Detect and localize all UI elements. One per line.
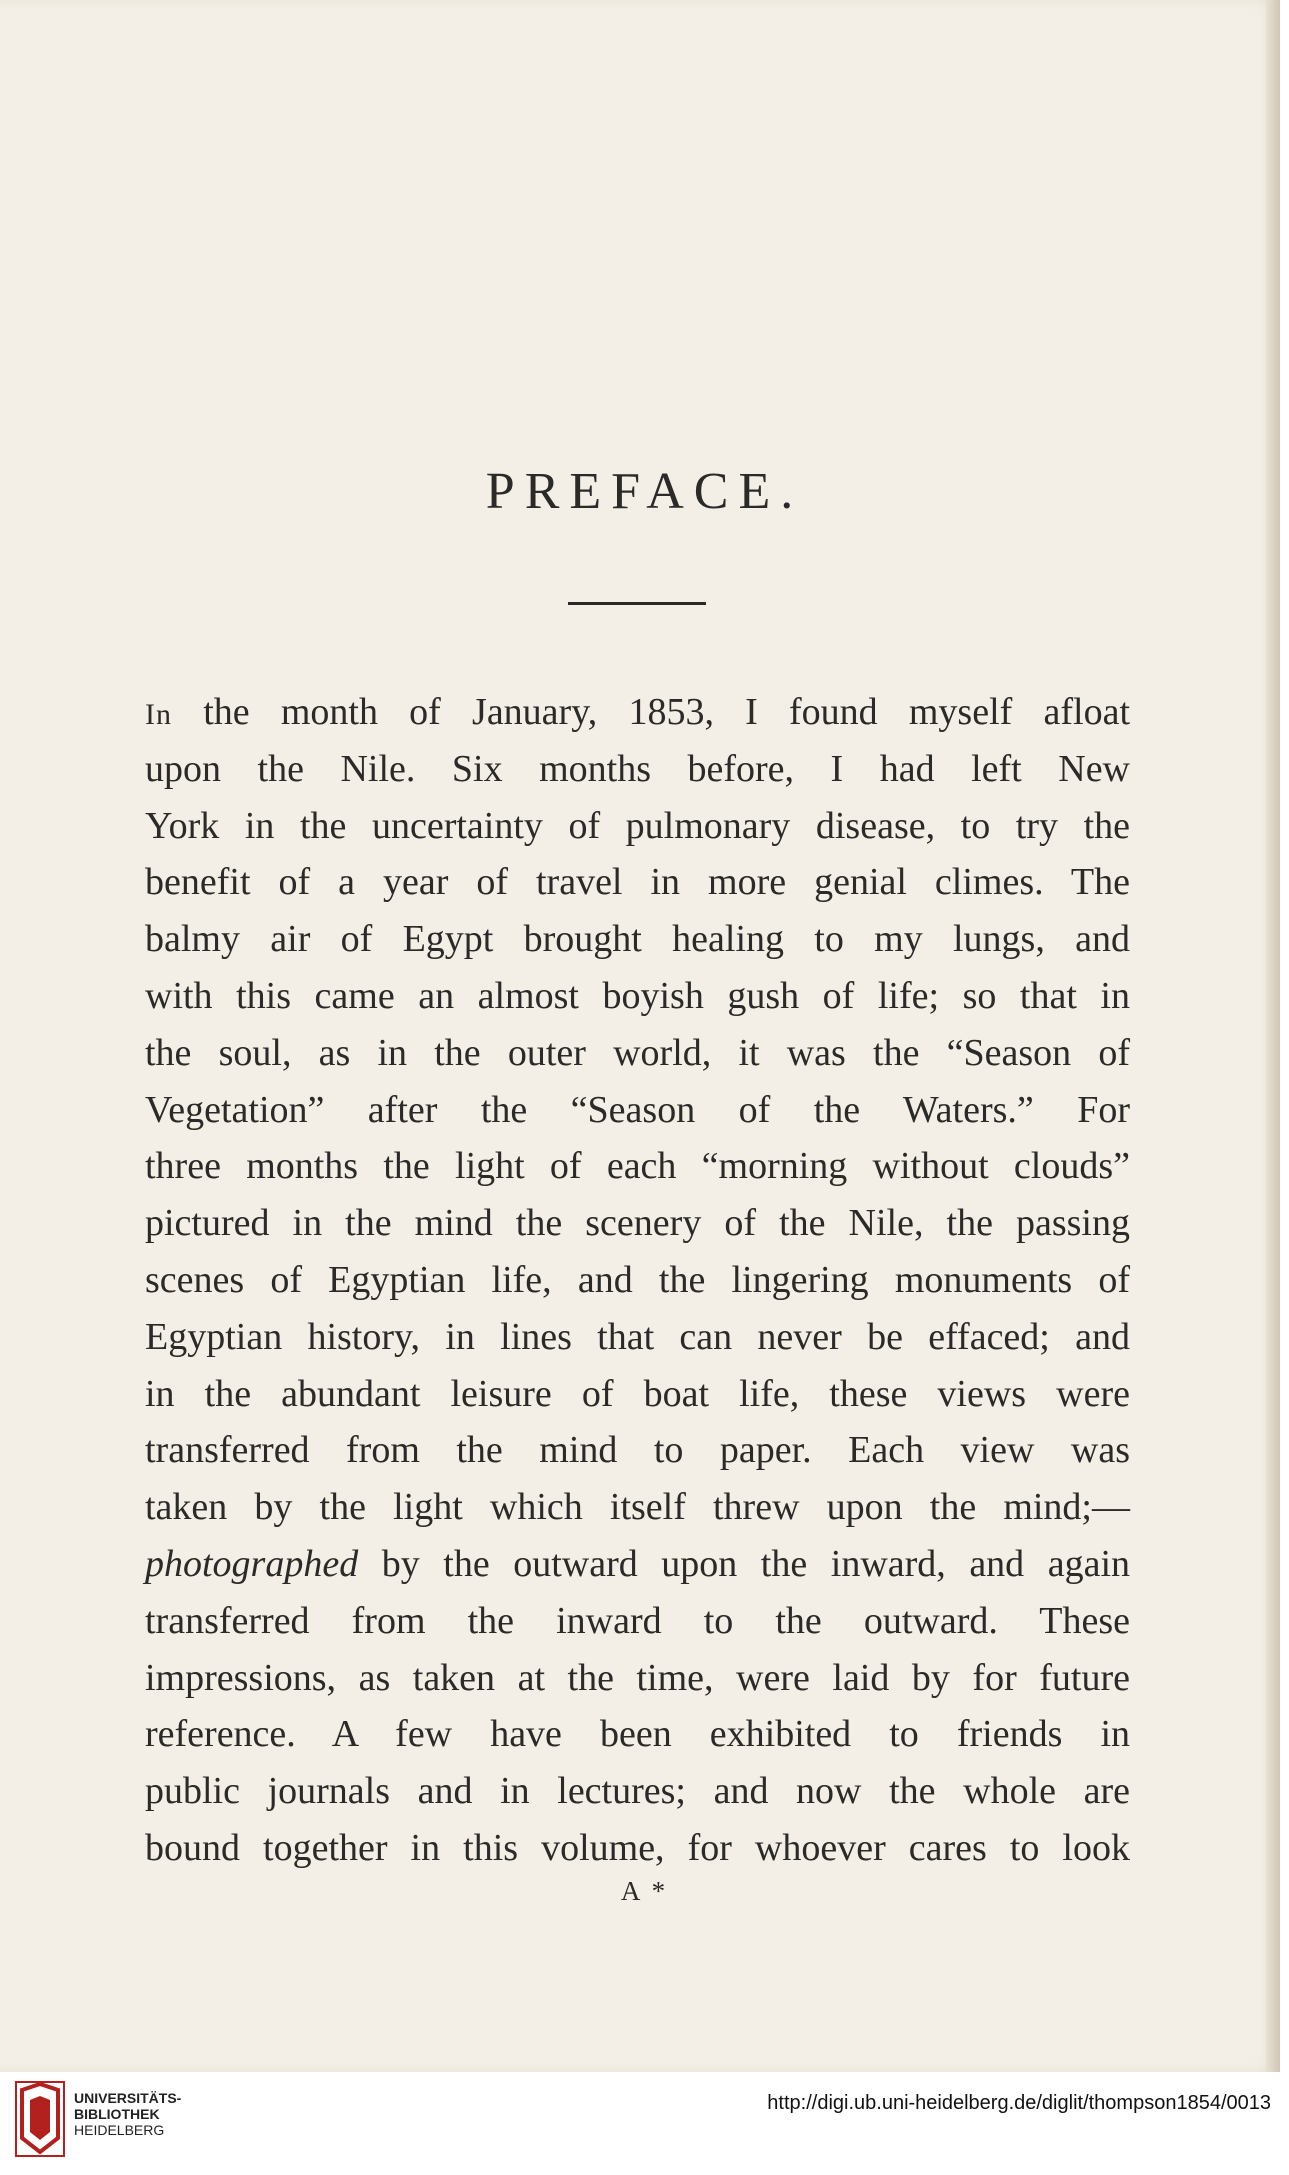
title-rule [568, 602, 706, 605]
text-line-13: in the abundant leisure of boat life, these views were [145, 1372, 1130, 1415]
text-line-4: benefit of a year of travel in more genial climes. The [145, 861, 1130, 904]
text-line-9: three months the light of each “morning without clouds” [145, 1145, 1130, 1188]
library-name: UNIVERSITÄTS- BIBLIOTHEK HEIDELBERG [74, 2090, 182, 2138]
text-line-16: photographed by the outward upon the inward, and again [145, 1542, 1130, 1585]
text-line-1: In the month of January, 1853, I found myself afloat [145, 691, 1131, 733]
page-title: PREFACE. [485, 463, 804, 520]
source-url-link[interactable]: http://digi.ub.uni-heidelberg.de/diglit/thompson1854/0013 [767, 2092, 1271, 2114]
text-line-12: Egyptian history, in lines that can never be effaced; and [145, 1315, 1130, 1358]
text-line-20: public journals and in lectures; and now the whole are [145, 1770, 1130, 1813]
text-line-14: transferred from the mind to paper. Each view was [145, 1429, 1130, 1472]
text-line-21: bound together in this volume, for whoever cares to look [145, 1826, 1130, 1869]
text-line-10: pictured in the mind the scenery of the Nile, the passing [145, 1202, 1130, 1245]
footer-bar [0, 2072, 1289, 2175]
text-line-7: the soul, as in the outer world, it was the “Season of [145, 1031, 1130, 1074]
page-edge-shadow [1266, 0, 1280, 2072]
text-line-2: upon the Nile. Six months before, I had left New [145, 747, 1130, 790]
signature-mark: A * [620, 1876, 669, 1906]
text-line-11: scenes of Egyptian life, and the lingering monuments of [145, 1258, 1130, 1301]
preface-body [145, 684, 1130, 1877]
text-line-5: balmy air of Egypt brought healing to my lungs, and [145, 918, 1130, 961]
text-line-15: taken by the light which itself threw upon the mind;— [145, 1486, 1130, 1529]
text-line-6: with this came an almost boyish gush of life; so that in [145, 974, 1130, 1017]
text-line-8: Vegetation” after the “Season of the Waters.” For [145, 1088, 1130, 1131]
text-line-3: York in the uncertainty of pulmonary disease, to try the [145, 804, 1130, 847]
text-line-17: transferred from the inward to the outward. These [145, 1599, 1130, 1642]
italic-word: photographed [145, 1542, 359, 1585]
text-line-18: impressions, as taken at the time, were laid by for future [145, 1656, 1130, 1699]
library-logo-icon [14, 2080, 66, 2158]
first-word: In [145, 698, 172, 731]
text-line-19: reference. A few have been exhibited to friends in [145, 1713, 1130, 1756]
